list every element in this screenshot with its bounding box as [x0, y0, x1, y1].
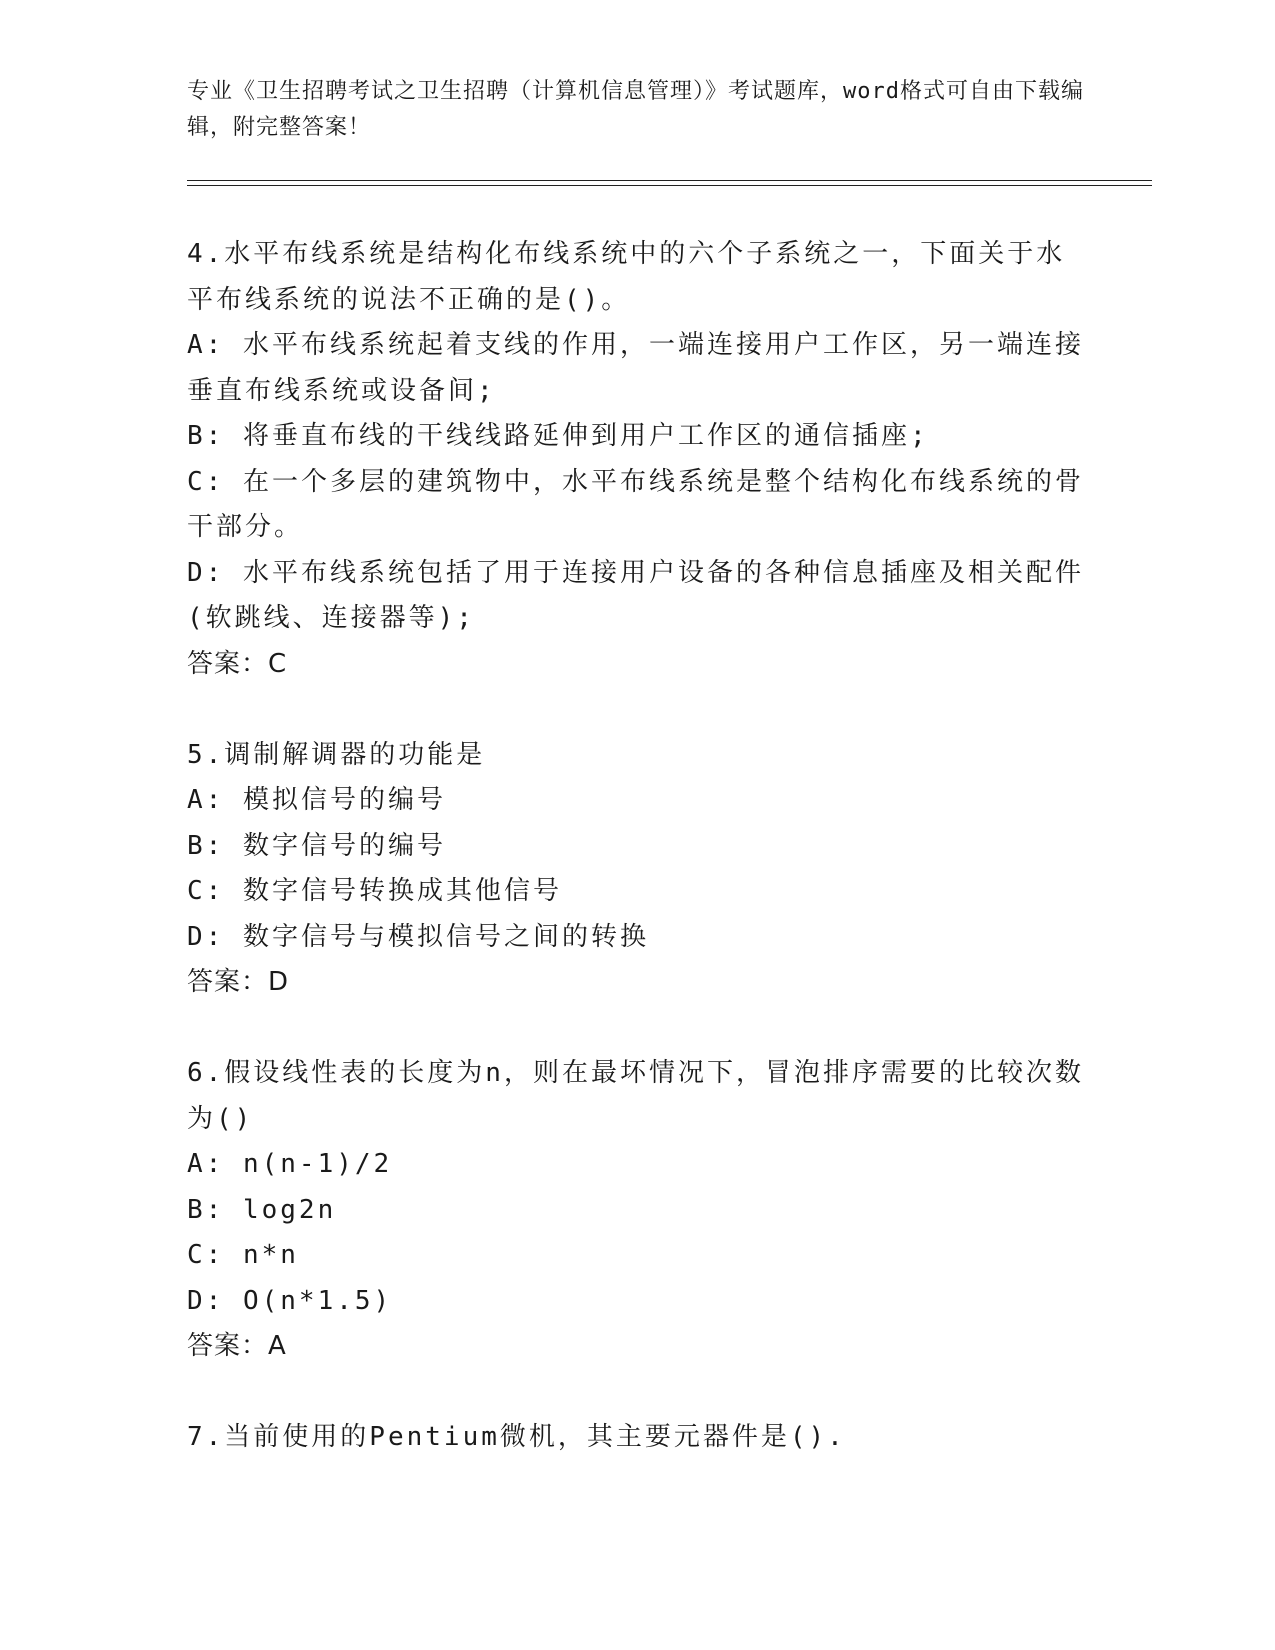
question-list — [187, 232, 1087, 1461]
question-stem: 6.假设线性表的长度为n，则在最坏情况下，冒泡排序需要的比较次数为() — [187, 1058, 1084, 1134]
option-b: B: 将垂直布线的干线线路延伸到用户工作区的通信插座; — [187, 421, 929, 451]
option-d: D: O(n*1.5) — [187, 1285, 393, 1316]
spacer — [187, 687, 1087, 733]
option-d: D: 水平布线系统包括了用于连接用户设备的各种信息插座及相关配件(软跳线、连接器等); — [187, 557, 1084, 633]
header-divider-bottom — [187, 185, 1152, 186]
question-stem: 7.当前使用的Pentium微机，其主要元器件是(). — [187, 1422, 846, 1452]
option-c: C: 在一个多层的建筑物中，水平布线系统是整个结构化布线系统的骨干部分。 — [187, 466, 1084, 542]
option-c: C: 数字信号转换成其他信号 — [187, 876, 562, 906]
answer-line: 答案：A — [187, 1331, 287, 1361]
spacer — [187, 1006, 1087, 1052]
option-b: B: log2n — [187, 1194, 337, 1225]
question-stem: 4.水平布线系统是结构化布线系统中的六个子系统之一，下面关于水平布线系统的说法不正确的是()。 — [187, 239, 1066, 315]
answer-line: 答案：D — [187, 967, 290, 997]
spacer — [187, 1370, 1087, 1416]
question-stem: 5.调制解调器的功能是 — [187, 739, 486, 770]
option-a: A: n(n-1)/2 — [187, 1149, 393, 1179]
question-block — [187, 1051, 1087, 1370]
question-block — [187, 1415, 1087, 1461]
option-b: B: 数字信号的编号 — [187, 830, 446, 861]
question-block — [187, 733, 1087, 1006]
answer-line: 答案：C — [187, 648, 288, 679]
option-a: A: 模拟信号的编号 — [187, 785, 446, 815]
document-header: 专业《卫生招聘考试之卫生招聘（计算机信息管理）》考试题库，word格式可自由下载编辑，附完整答案！ — [187, 79, 1084, 140]
question-block — [187, 232, 1087, 687]
option-a: A: 水平布线系统起着支线的作用，一端连接用户工作区，另一端连接垂直布线系统或设备间; — [187, 330, 1084, 406]
option-d: D: 数字信号与模拟信号之间的转换 — [187, 921, 649, 952]
option-c: C: n*n — [187, 1240, 299, 1270]
header-divider-top — [187, 180, 1152, 181]
